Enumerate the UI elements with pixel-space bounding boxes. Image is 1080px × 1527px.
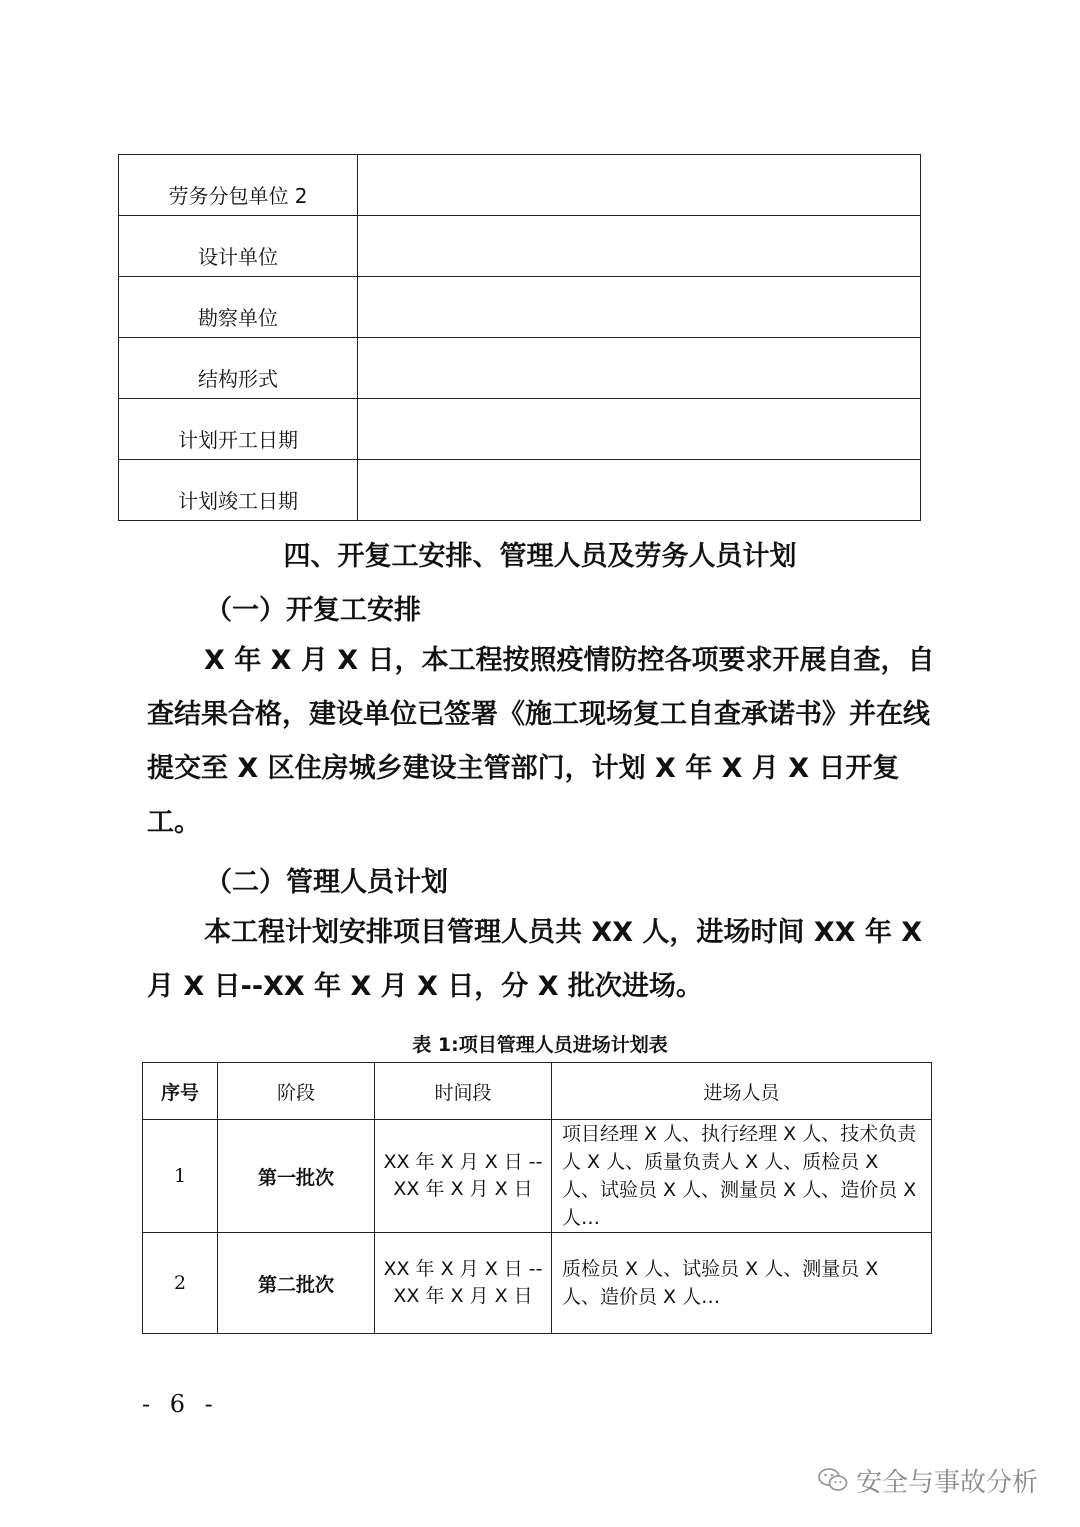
management-entry-plan-table — [142, 1062, 932, 1334]
header-stage: 阶段 — [218, 1063, 375, 1120]
table-row — [119, 338, 921, 399]
cell-number: 1 — [143, 1120, 218, 1233]
row-label: 劳务分包单位 2 — [119, 155, 358, 216]
page-number: - 6 - — [142, 1390, 219, 1418]
row-value — [358, 216, 921, 277]
row-label: 设计单位 — [119, 216, 358, 277]
cell-people: 质检员 X 人、试验员 X 人、测量员 X 人、造价员 X 人… — [552, 1233, 932, 1334]
watermark-text: 安全与事故分析 — [856, 1467, 1039, 1498]
row-value — [358, 399, 921, 460]
table-row — [119, 216, 921, 277]
header-time: 时间段 — [375, 1063, 552, 1120]
watermark — [818, 1460, 1038, 1500]
row-value — [358, 155, 921, 216]
section-title: 四、开复工安排、管理人员及劳务人员计划 — [283, 541, 797, 572]
project-info-table — [118, 154, 921, 521]
management-paragraph: 本工程计划安排项目管理人员共 XX 人，进场时间 XX 年 X 月 X 日--XX 年 X 月 X 日，分 X 批次进场。 — [147, 917, 923, 1002]
header-number: 序号 — [143, 1063, 218, 1120]
table-row — [143, 1233, 932, 1334]
wechat-icon — [818, 1467, 848, 1493]
table-row — [119, 460, 921, 521]
row-label: 勘察单位 — [119, 277, 358, 338]
cell-people: 项目经理 X 人、执行经理 X 人、技术负责人 X 人、质量负责人 X 人、质检员 X 人、试验员 X 人、测量员 X 人、造价员 X 人… — [552, 1120, 932, 1233]
cell-stage: 第一批次 — [218, 1120, 375, 1233]
table-row — [119, 399, 921, 460]
table-row — [119, 155, 921, 216]
table-row — [119, 277, 921, 338]
subsection-heading-schedule: （一）开复工安排 — [205, 595, 421, 626]
row-value — [358, 338, 921, 399]
row-label: 结构形式 — [119, 338, 358, 399]
table-row — [143, 1120, 932, 1233]
row-label: 计划竣工日期 — [119, 460, 358, 521]
row-label: 计划开工日期 — [119, 399, 358, 460]
row-value — [358, 277, 921, 338]
subsection-heading-management: （二）管理人员计划 — [205, 867, 448, 898]
cell-stage: 第二批次 — [218, 1233, 375, 1334]
cell-time: XX 年 X 月 X 日 --XX 年 X 月 X 日 — [375, 1233, 552, 1334]
table-header-row — [143, 1063, 932, 1120]
cell-number: 2 — [143, 1233, 218, 1334]
row-value — [358, 460, 921, 521]
schedule-paragraph: X 年 X 月 X 日，本工程按照疫情防控各项要求开展自查，自查结果合格，建设单位已签署《施工现场复工自查承诺书》并在线提交至 X 区住房城乡建设主管部门，计划 X 年 X 月 X 日开复工。 — [147, 645, 935, 838]
header-people: 进场人员 — [552, 1063, 932, 1120]
cell-time: XX 年 X 月 X 日 --XX 年 X 月 X 日 — [375, 1120, 552, 1233]
table-caption: 表 1:项目管理人员进场计划表 — [412, 1034, 668, 1056]
